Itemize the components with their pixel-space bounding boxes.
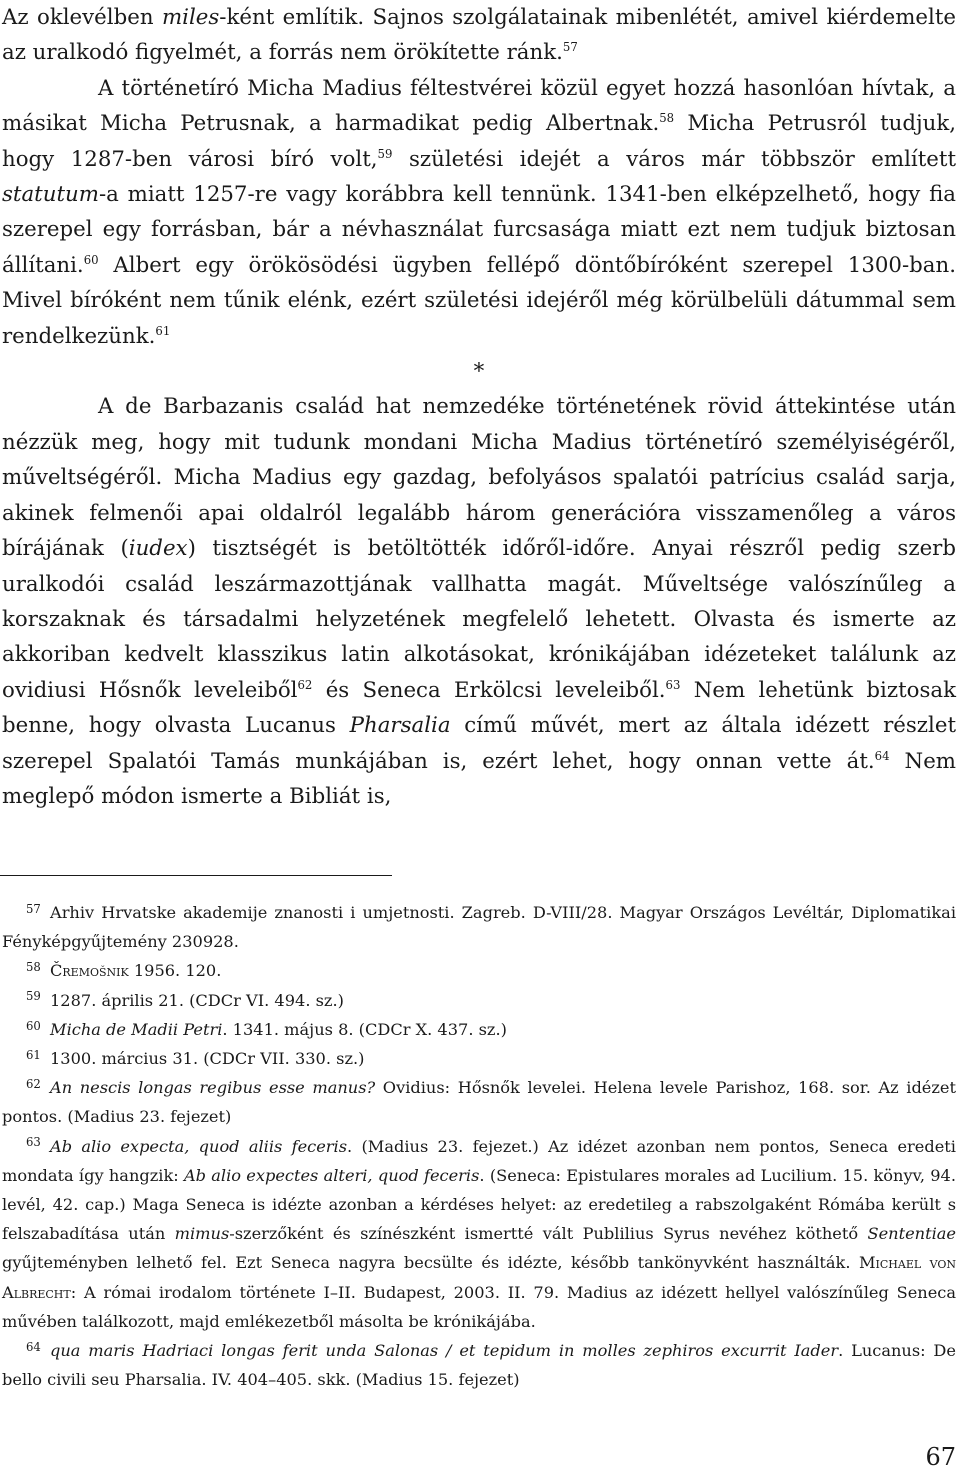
footnote-64: 64 qua maris Hadriaci longas ferit unda Salonas / et tepidum in molles zephiros excurrit Iader. Lucanus: De bello civili seu Pharsalia. IV. 404–405. skk. (Madius 15. fejezet)	[2, 1339, 956, 1390]
footnote-ref: 59	[377, 146, 393, 161]
footnote-60: 60 Micha de Madii Petri. 1341. május 8. (CDCr X. 437. sz.)	[26, 1018, 507, 1039]
italic-run: mimus	[174, 1224, 230, 1244]
main-text	[2, 0, 956, 814]
italic-run: Ab alio expecta, quod aliis feceris	[50, 1136, 348, 1156]
footnote-ref: 57	[562, 40, 578, 55]
footnote-ref: 64	[874, 748, 890, 763]
text-run: A de Barbazanis család hat nemzedéke történetének rövid áttekintése után nézzük meg, hogy mit tudunk mondani Micha Madius történetíró személyiségéről, műveltségéről. Micha Madius egy gazdag, befolyásos spalatói patrícius család sarja, akinek felmenői apai oldalról legalább három generációra visszamenőleg a város bírájának (	[2, 394, 956, 562]
author-name: Michael von Albrecht	[2, 1253, 957, 1302]
author-name: Čremošnik	[50, 961, 129, 981]
footnote-text: 1300. március 31. (CDCr VII. 330. sz.)	[50, 1049, 365, 1069]
italic-run: iudex	[128, 536, 188, 562]
footnote-62: 62 An nescis longas regibus esse manus? Ovidius: Hősnők levelei. Helena levele Parishoz, 168. sor. Az idézet pontos. (Madius 23. fejezet)	[2, 1076, 956, 1127]
text-run: -ként említik. Sajnos szolgálatainak mibenlétét, amivel kiérdemelte az uralkodó figyelmét, a forrás nem örökítette ránk.	[2, 5, 956, 66]
footnote-61: 61 1300. március 31. (CDCr VII. 330. sz.)	[26, 1047, 365, 1069]
footnote-63: 63 Ab alio expecta, quod aliis feceris. (Madius 23. fejezet.) Az idézet azonban nem pontos, Seneca eredeti mondata így hangzik: Ab alio expectes alteri, quod feceris. (Seneca: Epistulares morales ad Lucilium. 15. könyv, 94. levél, 42. cap.) Maga Seneca is idézte azonban a kérdéses helyet: az eredetileg a rabszolgaként Rómába került s felszabadítása után mimus-szerzőként és színészként ismertté vált Publilius Syrus nevéhez köthető Sententiae gyűjteményben lelhető fel. Ezt Seneca nagyra becsülte és idézte, később tankönyvként használták. Michael von Albrecht: A római irodalom története I–II. Budapest, 2003. II. 79. Madius az idézett hellyel valószínűleg Seneca művében találkozott, majd emlékezetből másolta be krónikájába.	[2, 1135, 957, 1331]
text-run: születési idejét a város már többször említett	[392, 146, 957, 172]
footnote-text: gyűjteményben lelhető fel. Ezt Seneca nagyra becsülte és idézte, később tankönyvként használták.	[2, 1253, 859, 1273]
italic-run: miles	[161, 5, 220, 30]
footnote-text: . (Seneca: Epistulares morales ad Lucilium. 15. könyv, 94. levél, 42. cap.) Maga Seneca is idézte azonban a kérdéses helyet: az eredetileg a rabszolgaként Rómába került s felszabadítása után	[2, 1165, 956, 1244]
footnote-ref: 61	[155, 323, 171, 338]
footnote-ref: 63	[665, 677, 681, 692]
footnote-text: 1287. április 21. (CDCr VI. 494. sz.)	[50, 990, 344, 1010]
footnote-59: 59 1287. április 21. (CDCr VI. 494. sz.)	[26, 989, 344, 1010]
footnote-text: Arhiv Hrvatske akademije znanosti i umjetnosti. Zagreb. D-VIII/28. Magyar Országos Levéltár, Diplomatikai Fényképgyűjtemény 230928.	[2, 903, 956, 952]
text-run: Micha Petrusról tudjuk, hogy 1287-ben városi bíró volt,	[2, 111, 957, 172]
italic-run: Ab alio expectes alteri, quod feceris	[183, 1165, 480, 1185]
footnote-rule	[0, 875, 392, 876]
footnote-text: . (Madius 23. fejezet.) Az idézet azonban nem pontos, Seneca eredeti mondata így hangzik:	[2, 1136, 956, 1185]
text-run: ) tisztségét is betöltötték időről-időre. Anyai részről pedig szerb uralkodói család leszármazottjának vallhatta magát. Műveltsége valószínűleg a korszaknak és társadalmi helyzetének megfelelő lehetett. Olvasta és ismerte az akkoriban kedvelt klasszikus latin alkotásokat, krónikájában idézeteket találunk az ovidiusi Hősnők leveleiből	[2, 536, 956, 703]
text-run: Nem lehetünk biztosak benne, hogy olvasta Lucanus	[2, 677, 956, 739]
italic-run: An nescis longas regibus esse manus?	[50, 1078, 376, 1098]
italic-run: Sententiae	[867, 1224, 957, 1244]
footnote-ref: 60	[83, 252, 99, 267]
section-separator: *	[473, 359, 485, 385]
paragraph-2	[2, 71, 956, 354]
footnote-text: Ovidius: Hősnők levelei. Helena levele Parishoz, 168. sor. Az idézet pontos. (Madius 23. fejezet)	[2, 1078, 956, 1127]
italic-run: Micha de Madii Petri	[50, 1019, 223, 1039]
text-run: A történetíró Micha Madius féltestvérei közül egyet hozzá hasonlóan hívtak, a másikat Micha Petrusnak, a harmadikat pedig Albertnak.	[2, 75, 956, 137]
paragraph-3	[2, 389, 956, 814]
text-run: -a miatt 1257-re vagy korábbra kell tennünk. 1341-ben elképzelhető, hogy fia szerepel egy forrásban, bár a névhasználat furcsasága miatt ezt nem tudjuk biztosan állítani.	[2, 182, 956, 278]
footnote-text: . Lucanus: De bello civili seu Pharsalia. IV. 404–405. skk. (Madius 15. fejezet)	[2, 1341, 956, 1390]
footnote-ref: 58	[659, 111, 675, 126]
page-number: 67	[925, 1443, 956, 1471]
italic-run: statutum	[2, 182, 99, 208]
footnote-57: 57 Arhiv Hrvatske akademije znanosti i umjetnosti. Zagreb. D-VIII/28. Magyar Országos Levéltár, Diplomatikai Fényképgyűjtemény 230928.	[2, 901, 956, 952]
text-run: Nem meglepő módon ismerte a Bibliát is,	[2, 748, 956, 809]
italic-run: qua maris Hadriaci longas ferit unda Salonas / et tepidum in molles zephiros excurrit Iader	[50, 1341, 839, 1361]
footnote-text: . 1341. május 8. (CDCr X. 437. sz.)	[222, 1019, 507, 1039]
text-run: Az oklevélben	[2, 5, 162, 30]
footnote-text: 1956. 120.	[128, 961, 222, 981]
footnote-text: : A római irodalom története I–II. Budapest, 2003. II. 79. Madius az idézett hellyel valószínűleg Seneca művében találkozott, majd emlékezetből másolta be krónikájába.	[2, 1282, 956, 1331]
text-run: Albert egy örökösödési ügyben fellépő döntőbíróként szerepel 1300-ban. Mivel bíróként nem tűnik elénk, ezért születési idejéről még körülbelüli dátummal sem rendelkezünk.	[2, 252, 956, 349]
footnote-58: 58 Čremošnik 1956. 120.	[26, 960, 222, 981]
footnotes	[2, 898, 956, 1394]
text-run: című művét, mert az általa idézett részlet szerepel Spalatói Tamás munkájában is, ezért lehet, hogy onnan vette át.	[2, 713, 956, 774]
footnote-text: -szerzőként és színészként ismertté vált Publilius Syrus nevéhez köthető	[229, 1224, 868, 1244]
text-run: és Seneca Erkölcsi leveleiből.	[312, 677, 666, 703]
paragraph-1	[2, 0, 956, 71]
footnote-ref: 62	[297, 677, 313, 692]
italic-run: Pharsalia	[349, 713, 451, 739]
